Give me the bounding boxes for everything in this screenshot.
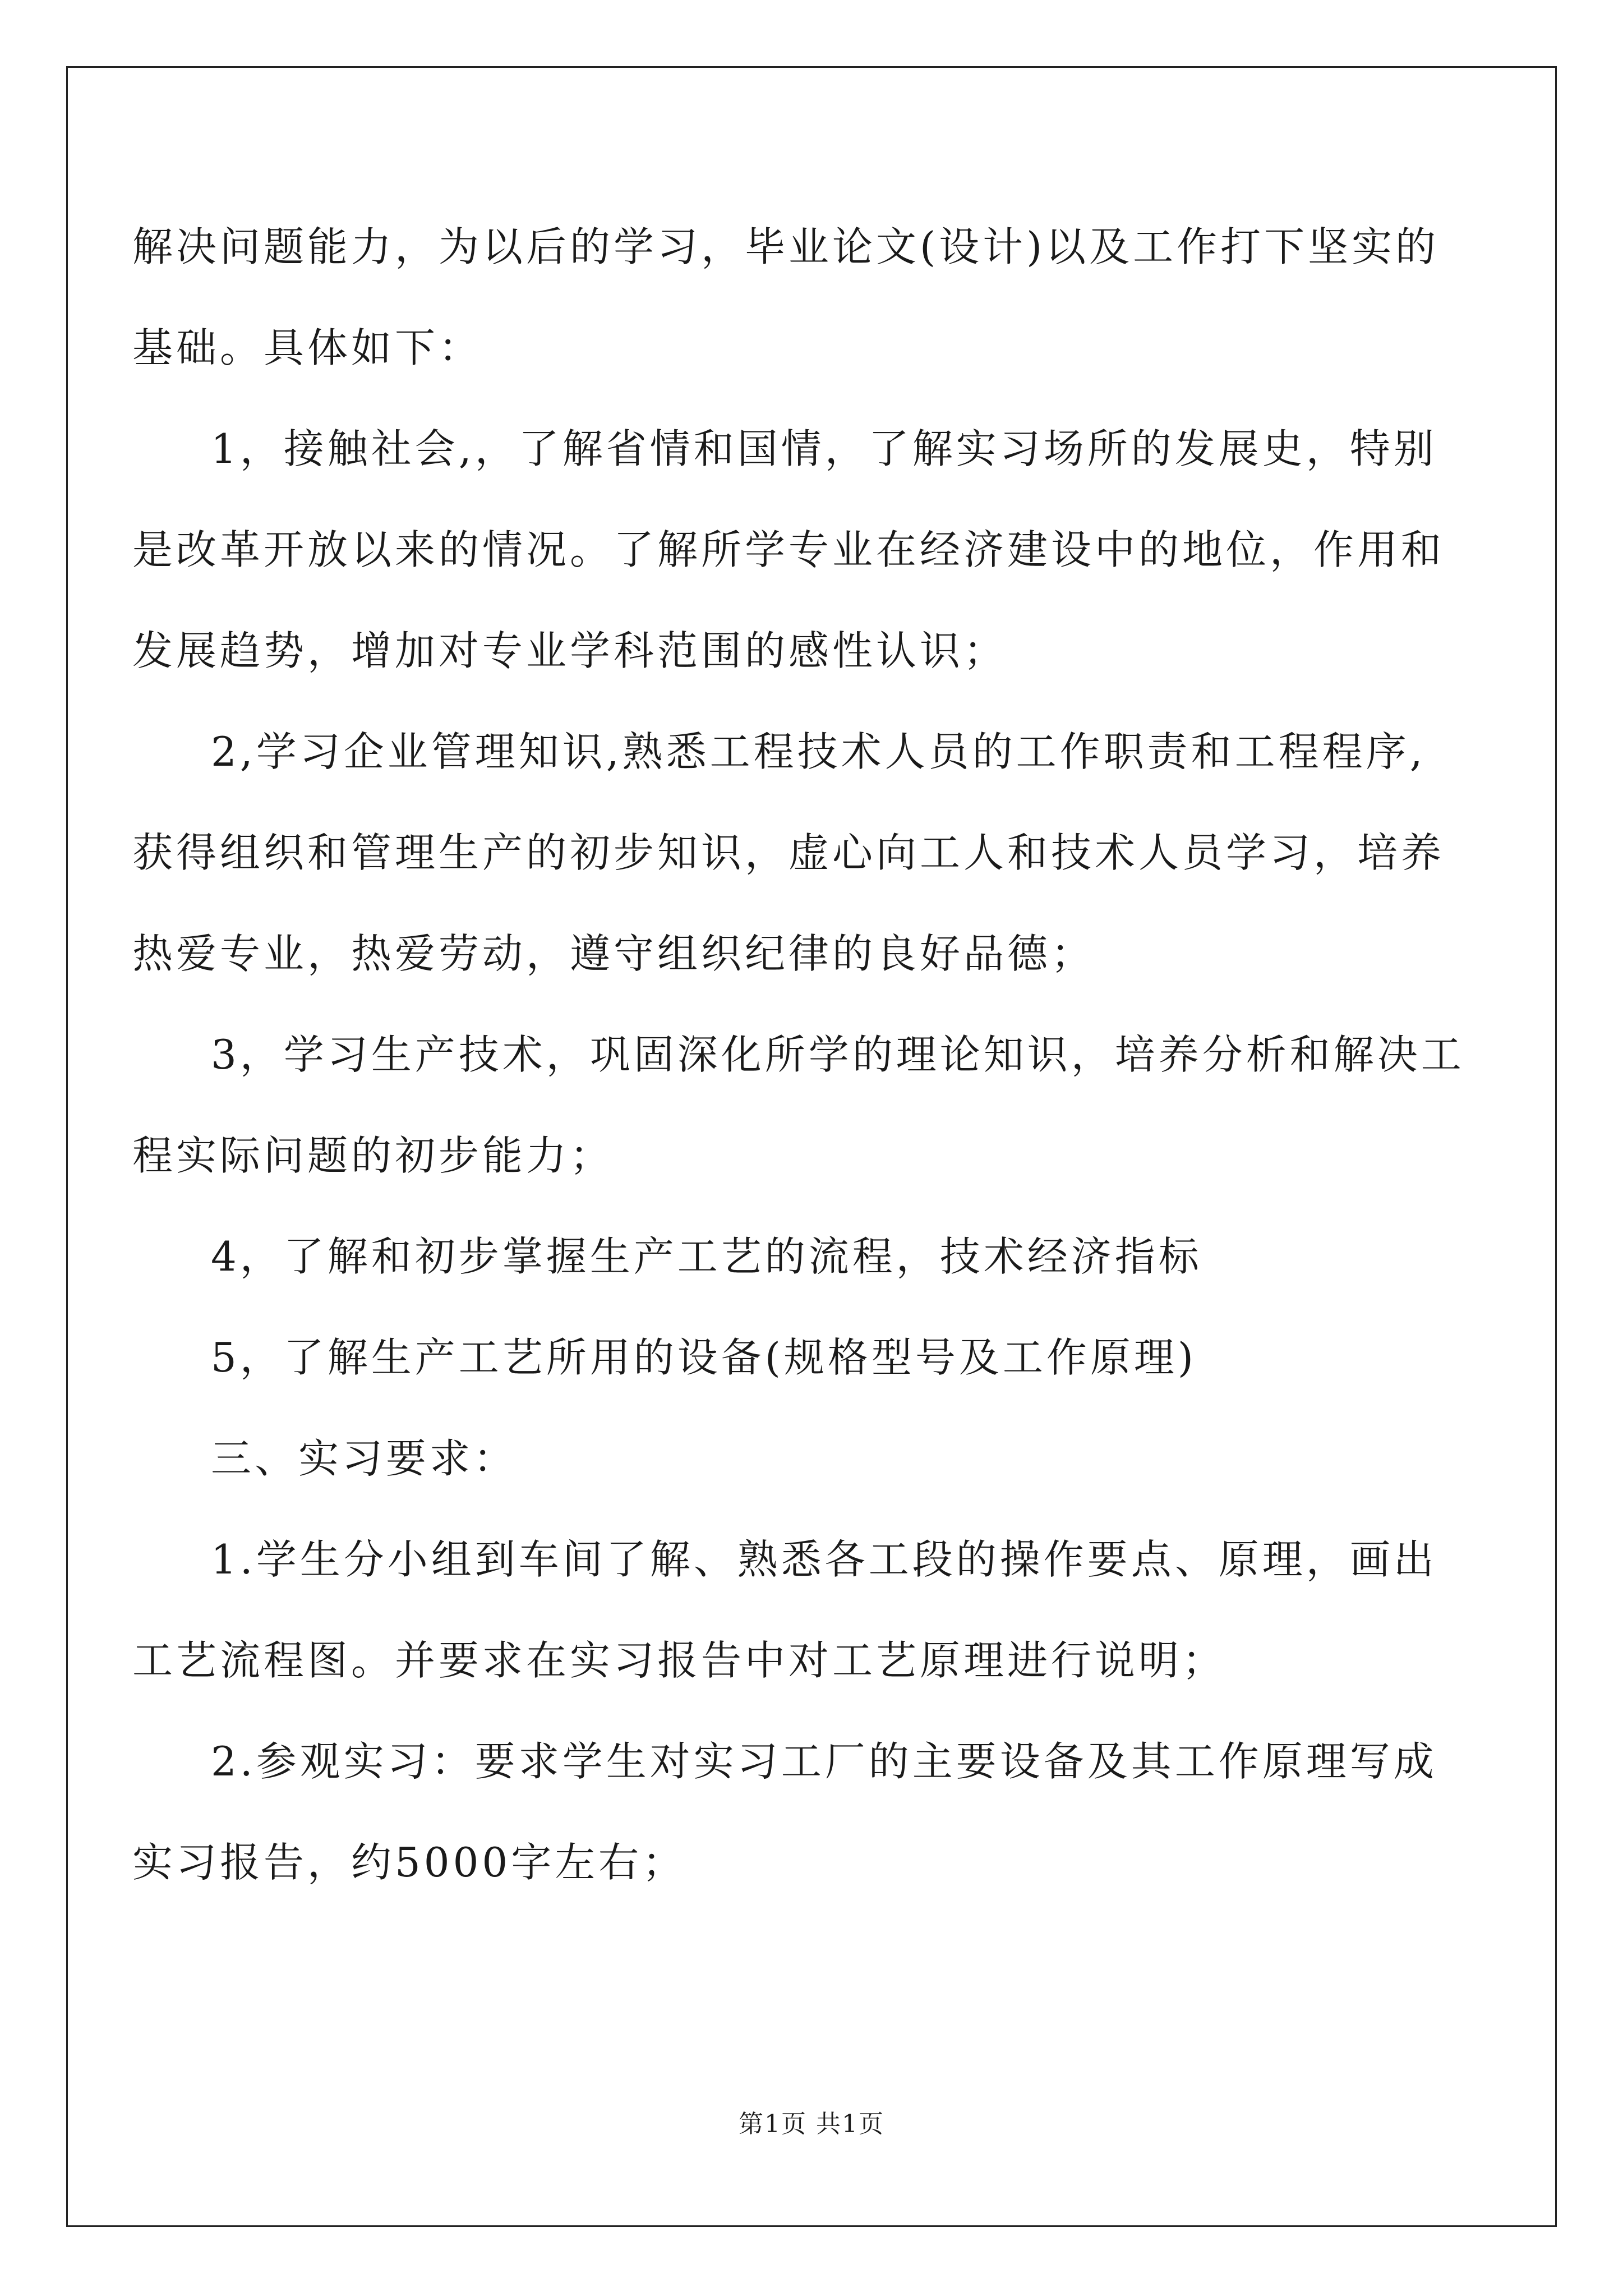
text-line: 2,学习企业管理知识,熟悉工程技术人员的工作职责和工程程序, bbox=[211, 728, 1426, 775]
text-line: 获得组织和管理生产的初步知识，虚心向工人和技术人员学习，培养 bbox=[132, 829, 1445, 876]
text-line: 1.学生分小组到车间了解、熟悉各工段的操作要点、原理，画出 bbox=[211, 1536, 1437, 1583]
text-line: 程实际问题的初步能力； bbox=[132, 1132, 614, 1179]
text-line: 5，了解生产工艺所用的设备(规格型号及工作原理) bbox=[211, 1334, 1197, 1381]
text-line: 4，了解和初步掌握生产工艺的流程，技术经济指标 bbox=[211, 1233, 1202, 1280]
text-line: 2.参观实习：要求学生对实习工厂的主要设备及其工作原理写成 bbox=[211, 1738, 1437, 1785]
text-line: 解决问题能力，为以后的学习，毕业论文(设计)以及工作打下坚实的 bbox=[132, 223, 1440, 270]
text-line: 1，接触社会,，了解省情和国情，了解实习场所的发展史，特别 bbox=[211, 425, 1437, 472]
text-line: 实习报告，约5000字左右； bbox=[132, 1839, 686, 1886]
text-line: 发展趋势，增加对专业学科范围的感性认识； bbox=[132, 627, 1008, 674]
text-line: 热爱专业，热爱劳动，遵守组织纪律的良好品德； bbox=[132, 930, 1095, 977]
page-number: 第1页 共1页 bbox=[739, 2110, 884, 2138]
text-line: 基础。具体如下： bbox=[132, 324, 483, 371]
text-line: 3，学习生产技术，巩固深化所学的理论知识，培养分析和解决工 bbox=[211, 1031, 1465, 1078]
text-line: 是改革开放以来的情况。了解所学专业在经济建设中的地位，作用和 bbox=[132, 526, 1445, 573]
section-heading: 三、实习要求： bbox=[211, 1435, 518, 1482]
text-line: 工艺流程图。并要求在实习报告中对工艺原理进行说明； bbox=[132, 1637, 1227, 1684]
